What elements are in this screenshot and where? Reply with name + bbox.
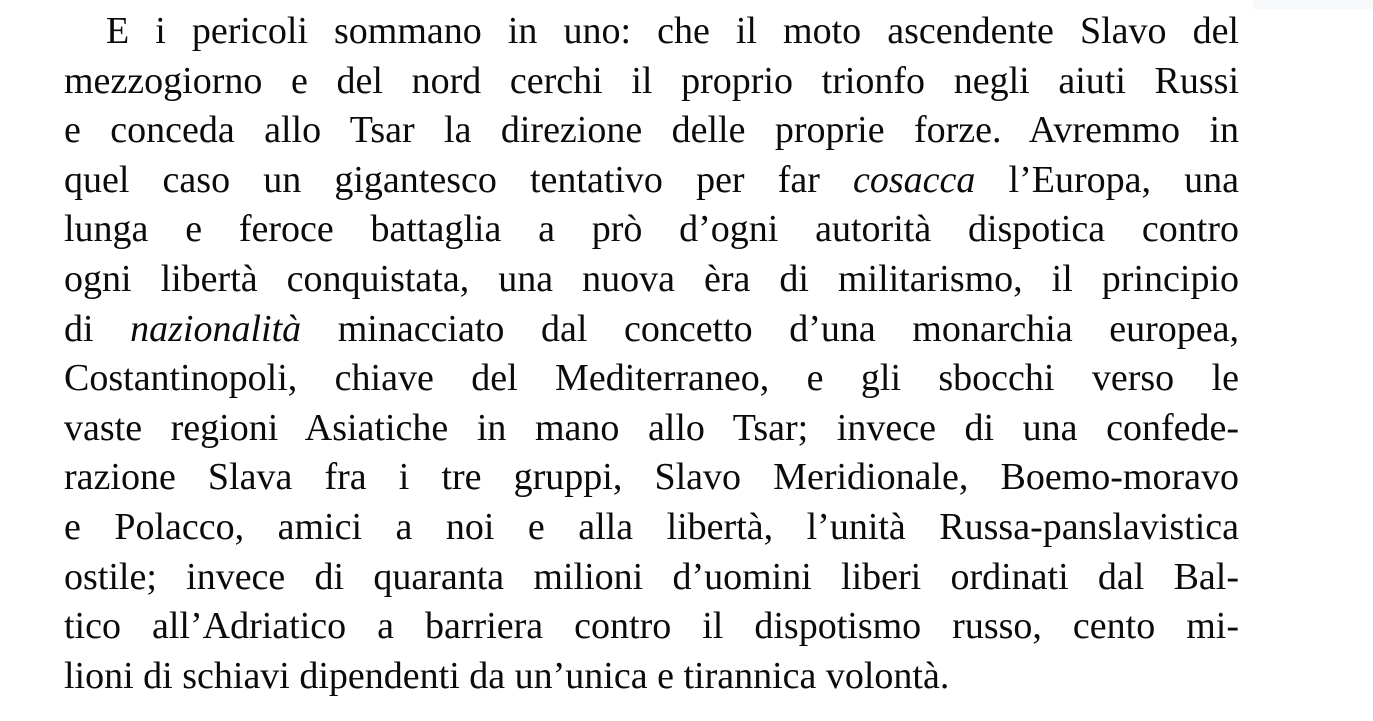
text-line	[64, 106, 1239, 156]
text-segment: di	[64, 307, 131, 350]
scan-artifact	[1253, 0, 1373, 9]
text-line	[64, 57, 1239, 107]
text-segment: e conceda allo Tsar la direzione delle proprie forze. Avremmo in	[64, 109, 1239, 152]
text-line	[64, 553, 1239, 603]
text-line	[64, 602, 1239, 652]
text-segment: ogni libertà conquistata, una nuova èra di militarismo, il principio	[64, 257, 1239, 300]
text-segment: Costantinopoli, chiave del Mediterraneo, e gli sbocchi verso le	[64, 357, 1239, 400]
text-line	[64, 503, 1239, 553]
text-segment: E i pericoli sommano in uno: che il moto ascendente Slavo del	[106, 10, 1239, 52]
text-segment: mezzogiorno e del nord cerchi il proprio trionfo negli aiuti Russi	[64, 59, 1239, 102]
text-segment: tico all’Adriatico a barriera contro il dispotismo russo, cento mi-	[64, 605, 1239, 648]
text-line	[64, 354, 1239, 404]
text-segment: minacciato dal concetto d’una monarchia europea,	[301, 307, 1239, 350]
text-line	[64, 156, 1239, 206]
text-segment: l’Europa, una	[975, 158, 1239, 201]
text-line	[64, 305, 1239, 355]
text-line	[64, 7, 1239, 57]
text-segment: lioni di schiavi dipendenti da un’unica e tirannica volontà.	[64, 654, 950, 697]
text-line	[64, 652, 1239, 702]
text-line	[64, 404, 1239, 454]
text-segment: vaste regioni Asiatiche in mano allo Tsar; invece di una confede-	[64, 406, 1239, 449]
italic-text-segment: cosacca	[853, 158, 976, 201]
text-segment: lunga e feroce battaglia a prò d’ogni autorità dispotica contro	[64, 208, 1239, 251]
text-segment: razione Slava fra i tre gruppi, Slavo Meridionale, Boemo-moravo	[64, 456, 1239, 499]
text-segment: ostile; invece di quaranta milioni d’uomini liberi ordinati dal Bal-	[64, 555, 1239, 598]
italic-text-segment: nazionalità	[130, 307, 302, 350]
paragraph	[64, 7, 1239, 701]
text-segment: e Polacco, amici a noi e alla libertà, l’unità Russa-panslavistica	[64, 505, 1239, 548]
text-line	[64, 205, 1239, 255]
text-segment: quel caso un gigantesco tentativo per far	[64, 158, 854, 201]
text-line	[64, 255, 1239, 305]
text-line	[64, 453, 1239, 503]
